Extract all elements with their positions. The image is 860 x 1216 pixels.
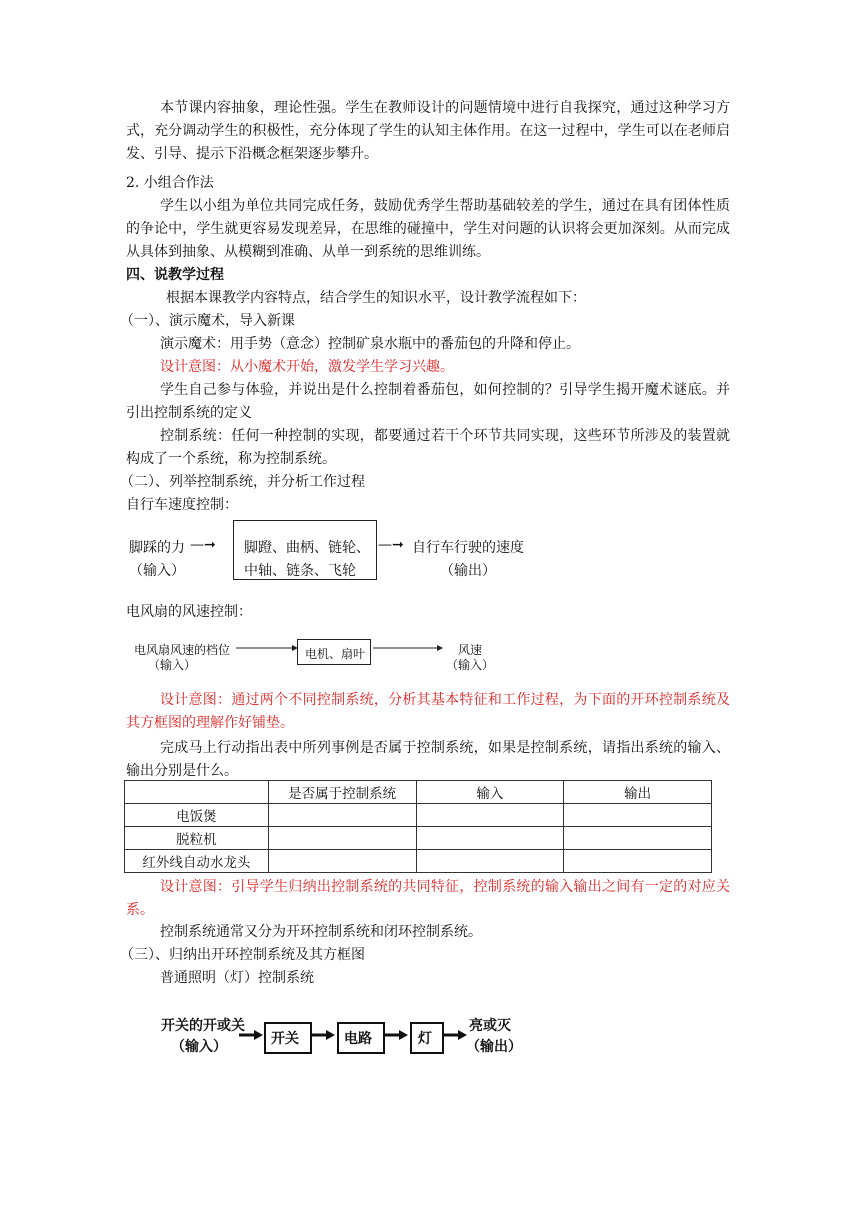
paragraph-student-experience: 学生自己参与体验，并说出是什么控制着番茄包，如何控制的？引导学生揭开魔术谜底。并引出控制系统的定义 xyxy=(126,382,730,421)
bike-input-label: （输入） xyxy=(129,563,185,579)
arrow-right-icon xyxy=(239,1029,263,1041)
table-header-cell: 是否属于控制系统 xyxy=(268,781,416,804)
lamp-input-label: （输入） xyxy=(171,1039,227,1055)
fan-box-label: 电机、扇叶 xyxy=(305,647,366,661)
fan-output-label: （输入） xyxy=(446,658,495,672)
design-intent-1: 设计意图：从小魔术开始，激发学生学习兴趣。 xyxy=(160,359,454,375)
lamp-input: 开关的开或关 xyxy=(161,1018,245,1034)
arrow-right-icon xyxy=(443,1029,467,1041)
table-cell-empty[interactable] xyxy=(268,827,416,850)
table-row-label: 电饭煲 xyxy=(125,804,269,827)
table-row xyxy=(125,850,712,873)
table-cell-empty[interactable] xyxy=(268,850,416,873)
paragraph-flow-intro: 根据本课教学内容特点，结合学生的知识水平，设计教学流程如下： xyxy=(166,290,586,306)
arrow-right-icon xyxy=(236,642,298,654)
arrow-right-icon: —➞ xyxy=(190,537,216,553)
table-header-cell: 输入 xyxy=(416,781,564,804)
lamp-output-label: （输出） xyxy=(466,1039,522,1055)
paragraph-lamp-system: 普通照明（灯）控制系统 xyxy=(160,970,314,986)
table-header-row xyxy=(125,781,712,804)
table-row-label: 红外线自动水龙头 xyxy=(125,850,269,873)
bike-output: 自行车行驶的速度 xyxy=(412,540,524,556)
bike-input: 脚踩的力 xyxy=(129,540,185,556)
paragraph-control-system-definition: 控制系统：任何一种控制的实现，都要通过若干个环节共同实现，这些环节所涉及的装置就构成了一个系统，称为控制系统。 xyxy=(126,428,730,467)
section-1-heading: （一）、演示魔术，导入新课 xyxy=(120,313,295,329)
paragraph-group-work: 学生以小组为单位共同完成任务，鼓励优秀学生帮助基础较差的学生，通过在具有团体性质的争论中，学生就更容易发现差异，在思维的碰撞中，学生对问题的认识将会更加深刻。从而完成从具体到抽象、从模糊到准确、从单一到系统的思维训练。 xyxy=(126,198,730,260)
table-header-cell: 输出 xyxy=(564,781,712,804)
table-row xyxy=(125,827,712,850)
table-cell-empty[interactable] xyxy=(564,850,712,873)
lamp-circuit-label: 电路 xyxy=(344,1031,372,1047)
paragraph-self-inquiry: 本节课内容抽象，理论性强。学生在教师设计的问题情境中进行自我探究，通过这种学习方式，充分调动学生的积极性，充分体现了学生的认知主体作用。在这一过程中，学生可以在老师启发、引导、提示下沿概念框架逐步攀升。 xyxy=(126,100,730,162)
heading-group-method: 2. 小组合作法 xyxy=(126,175,214,191)
table-cell-empty[interactable] xyxy=(416,804,564,827)
table-cell-empty[interactable] xyxy=(416,827,564,850)
fan-input: 电风扇风速的档位 xyxy=(134,643,231,657)
paragraph-open-closed-loop: 控制系统通常又分为开环控制系统和闭环控制系统。 xyxy=(160,924,482,940)
lamp-output: 亮或灭 xyxy=(469,1018,511,1034)
bike-box-line2: 中轴、链条、飞轮 xyxy=(244,563,356,579)
arrow-right-icon: —➞ xyxy=(378,537,404,553)
table-cell-empty[interactable] xyxy=(268,804,416,827)
bike-output-label: （输出） xyxy=(440,563,496,579)
control-system-table xyxy=(124,780,712,873)
heading-teaching-process: 四、说教学过程 xyxy=(126,267,224,283)
paragraph-magic-demo: 演示魔术：用手势（意念）控制矿泉水瓶中的番茄包的升降和停止。 xyxy=(160,336,580,352)
table-header-cell xyxy=(125,781,269,804)
lamp-bulb-label: 灯 xyxy=(418,1031,432,1047)
bike-diagram-title: 自行车速度控制： xyxy=(126,497,238,513)
paragraph-action-task: 完成马上行动指出表中所列事例是否属于控制系统，如果是控制系统，请指出系统的输入、输出分别是什么。 xyxy=(126,740,730,779)
table-row-label: 脱粒机 xyxy=(125,827,269,850)
table-row xyxy=(125,804,712,827)
fan-input-label: （输入） xyxy=(148,658,197,672)
lamp-switch-label: 开关 xyxy=(271,1031,299,1047)
design-intent-3: 设计意图：引导学生归纳出控制系统的共同特征，控制系统的输入输出之间有一定的对应关系。 xyxy=(126,879,730,918)
arrow-right-icon xyxy=(373,642,443,654)
section-2-heading: （二）、列举控制系统，并分析工作过程 xyxy=(120,474,365,490)
arrow-right-icon xyxy=(311,1029,335,1041)
fan-diagram-title: 电风扇的风速控制： xyxy=(126,604,252,620)
section-3-heading: （三）、归纳出开环控制系统及其方框图 xyxy=(120,947,365,963)
arrow-right-icon xyxy=(384,1029,408,1041)
table-cell-empty[interactable] xyxy=(564,804,712,827)
bike-box-line1: 脚蹬、曲柄、链轮、 xyxy=(244,540,370,556)
table-cell-empty[interactable] xyxy=(416,850,564,873)
table-cell-empty[interactable] xyxy=(564,827,712,850)
fan-output: 风速 xyxy=(458,643,483,657)
design-intent-2: 设计意图：通过两个不同控制系统，分析其基本特征和工作过程，为下面的开环控制系统及其方框图的理解作好铺垫。 xyxy=(126,692,730,731)
